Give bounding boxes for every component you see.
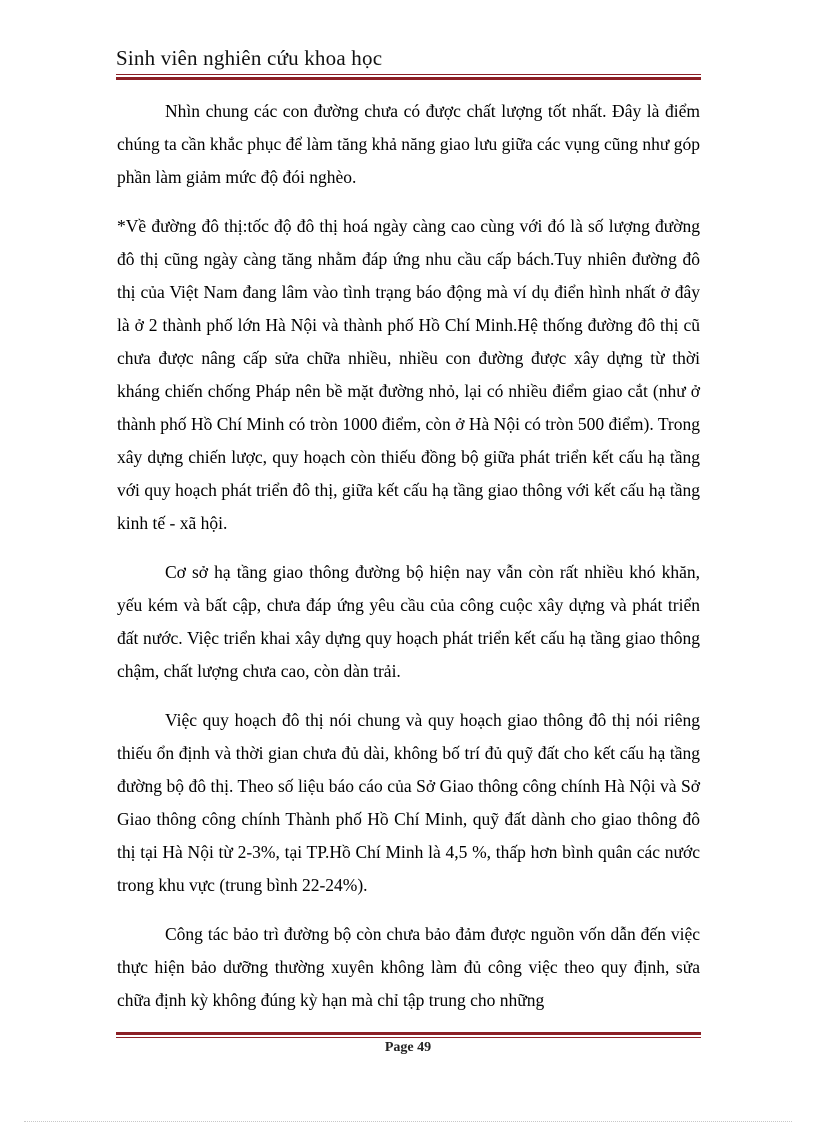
header-rule-thick — [116, 77, 701, 80]
paragraph-3: Cơ sở hạ tầng giao thông đường bộ hiện nay vẫn còn rất nhiều khó khăn, yếu kém và bất cập, chưa đáp ứng yêu cầu của công cuộc xây dựng và phát triển đất nước. Việc triển khai xây dựng quy hoạch phát triển kết cấu hạ tầng giao thông chậm, chất lượng chưa cao, còn dàn trải. — [117, 562, 700, 681]
paragraph-1: Nhìn chung các con đường chưa có được chất lượng tốt nhất. Đây là điểm chúng ta cần khắc phục để làm tăng khả năng giao lưu giữa các vụng cũng như góp phần làm giảm mức độ đói nghèo. — [117, 101, 700, 187]
document-body — [117, 95, 700, 1017]
paragraph-2: *Về đường đô thị:tốc độ đô thị hoá ngày càng cao cùng với đó là số lượng đường đô thị cũng ngày càng tăng nhằm đáp ứng nhu cầu cấp bách.Tuy nhiên đường đô thị của Việt Nam đang lâm vào tình trạng báo động mà ví dụ điển hình nhất ở đây là ở 2 thành phố lớn Hà Nội và thành phố Hồ Chí Minh.Hệ thống đường đô thị cũ chưa được nâng cấp sửa chữa nhiều, nhiều con đường được xây dựng từ thời kháng chiến chống Pháp nên bề mặt đường nhỏ, lại có nhiều điểm giao cắt (như ở thành phố Hồ Chí Minh có tròn 1000 điểm, còn ở Hà Nội có tròn 500 điểm). Trong xây dựng chiến lược, quy hoạch còn thiếu đồng bộ giữa phát triển kết cấu hạ tầng với quy hoạch phát triển đô thị, giữa kết cấu hạ tầng giao thông với kết cấu hạ tầng kinh tế - xã hội. — [117, 216, 700, 533]
header-rule-thin — [116, 74, 701, 75]
page-header-title: Sinh viên nghiên cứu khoa học — [116, 46, 383, 70]
page-number: Page 49 — [384, 1040, 432, 1055]
page-bottom-divider — [24, 1121, 792, 1122]
footer-rule-thin — [116, 1037, 701, 1038]
footer-rule-thick — [116, 1032, 701, 1035]
paragraph-4: Việc quy hoạch đô thị nói chung và quy hoạch giao thông đô thị nói riêng thiếu ổn định và thời gian chưa đủ dài, không bố trí đủ quỹ đất cho kết cấu hạ tầng đường bộ đô thị. Theo số liệu báo cáo của Sở Giao thông công chính Hà Nội và Sở Giao thông công chính Thành phố Hồ Chí Minh, quỹ đất dành cho giao thông đô thị tại Hà Nội từ 2-3%, tại TP.Hồ Chí Minh là 4,5 %, thấp hơn bình quân các nước trong khu vực (trung bình 22-24%). — [117, 710, 700, 895]
paragraph-5: Công tác bảo trì đường bộ còn chưa bảo đảm được nguồn vốn dẫn đến việc thực hiện bảo dưỡng thường xuyên không làm đủ công việc theo quy định, sửa chữa định kỳ không đúng kỳ hạn mà chỉ tập trung cho những — [117, 924, 700, 1010]
